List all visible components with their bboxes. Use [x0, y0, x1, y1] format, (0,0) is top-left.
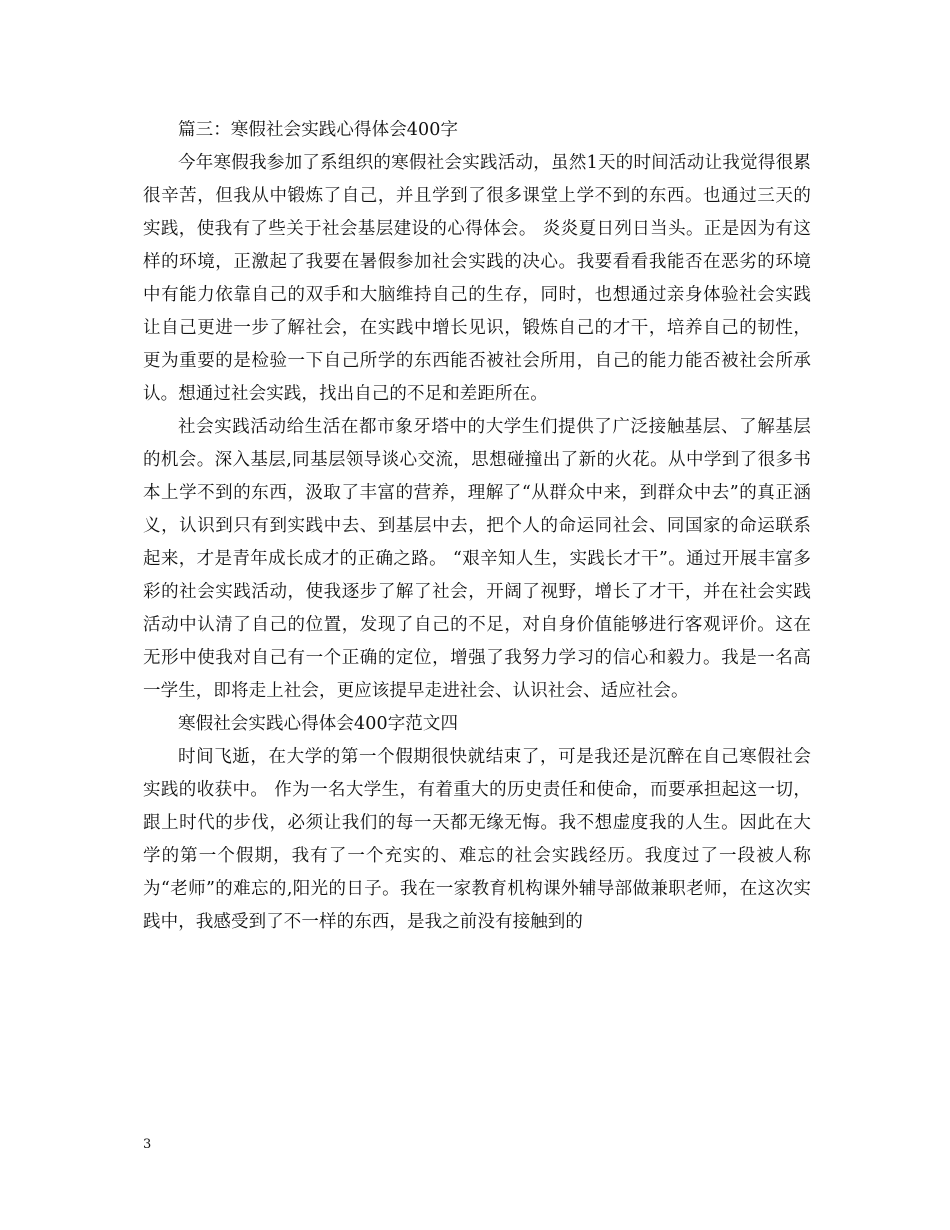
page-number: 3 — [143, 1137, 152, 1152]
body-paragraph: 今年寒假我参加了系组织的寒假社会实践活动，虽然1天的时间活动让我觉得很累很辛苦，但我从中锻炼了自己，并且学到了很多课堂上学不到的东西。也通过三天的实践，使我有了些关于社会基层建设的心得体会。 炎炎夏日列日当头。正是因为有这样的环境，正激起了我要在暑假参加社会实践的决心。我要看看我能否在恶劣的环境中有能力依靠自己的双手和大脑维持自己的生存，同时，也想通过亲身体验社会实践让自己更进一步了解社会，在实践中增长见识，锻炼自己的才干，培养自己的韧性，更为重要的是检验一下自己所学的东西能否被社会所用，自己的能力能否被社会所承认。想通过社会实践，找出自己的不足和差距所在。 — [143, 153, 811, 404]
document-body — [143, 114, 811, 939]
body-paragraph: 时间飞逝，在大学的第一个假期很快就结束了，可是我还是沉醉在自己寒假社会实践的收获中。 作为一名大学生，有着重大的历史责任和使命，而要承担起这一切，跟上时代的步伐，必须让我们的每一天都无缘无悔。我不想虚度我的人生。因此在大学的第一个假期，我有了一个充实的、难忘的社会实践经历。我度过了一段被人称为“老师”的难忘的,阳光的日子。我在一家教育机构课外辅导部做兼职老师，在这次实践中，我感受到了不一样的东西，是我之前没有接触到的 — [143, 747, 811, 932]
body-paragraph: 社会实践活动给生活在都市象牙塔中的大学生们提供了广泛接触基层、了解基层的机会。深入基层,同基层领导谈心交流，思想碰撞出了新的火花。从中学到了很多书本上学不到的东西，汲取了丰富的营养，理解了“从群众中来，到群众中去”的真正涵义，认识到只有到实践中去、到基层中去，把个人的命运同社会、同国家的命运联系起来，才是青年成长成才的正确之路。 “艰辛知人生，实践长才干”。通过开展丰富多彩的社会实践活动，使我逐步了解了社会，开阔了视野，增长了才干，并在社会实践活动中认清了自己的位置，发现了自己的不足，对自身价值能够进行客观评价。这在无形中使我对自己有一个正确的定位，增强了我努力学习的信心和毅力。我是一名高一学生，即将走上社会，更应该提早走进社会、认识社会、适应社会。 — [143, 417, 811, 701]
section-heading-part-three: 篇三：寒假社会实践心得体会400字 — [178, 120, 459, 140]
section-heading-essay-four: 寒假社会实践心得体会400字范文四 — [178, 714, 459, 734]
